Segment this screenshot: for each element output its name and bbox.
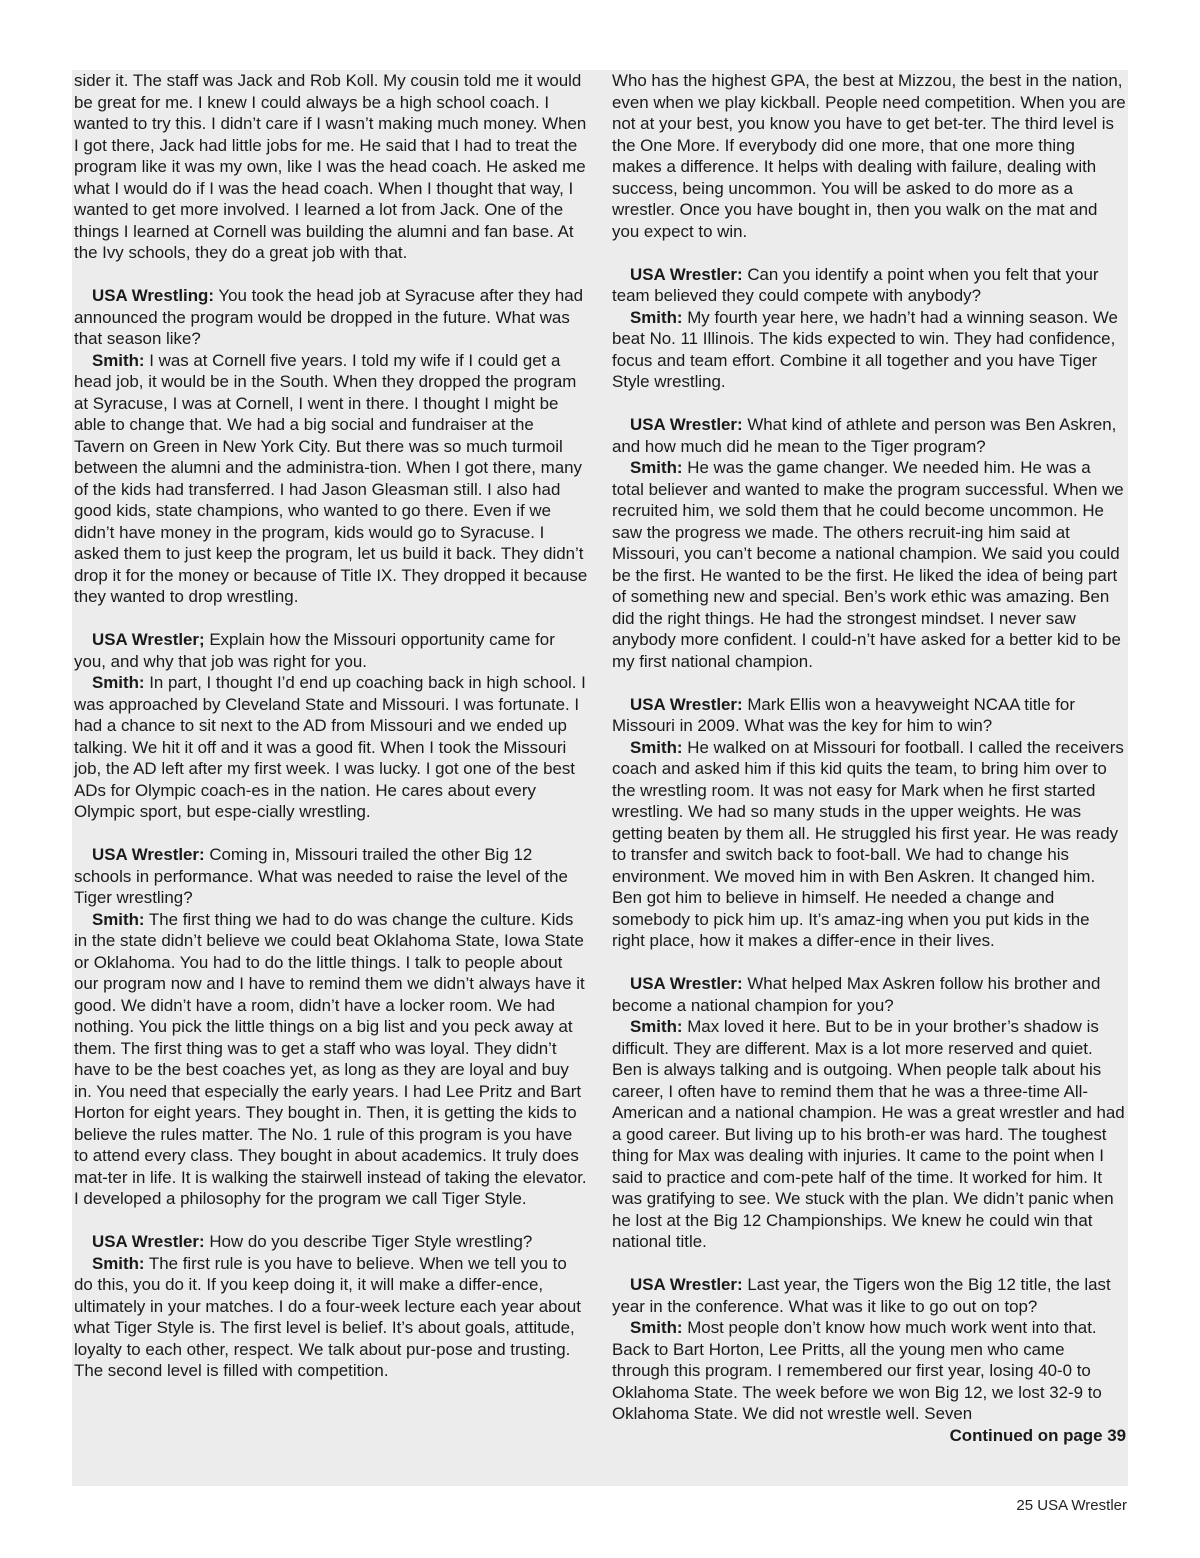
paragraph: sider it. The staff was Jack and Rob Koll. My cousin told me it would be great for me. I knew I could always be a high school coach. I wanted to try this. I didn’t care if I wasn’t making much money. When I got there, Jack had little jobs for me. He said that I had to treat the program like it was my own, like I was the head coach. He asked me what I would do if I was the head coach. When I thought that way, I wanted to get more involved. I learned a lot from Jack. One of the things I learned at Cornell was building the alumni and fan base. At the Ivy schools, they do a great job with that. xyxy=(74,71,587,262)
answer xyxy=(612,1016,1126,1253)
article-column-left xyxy=(74,70,588,1382)
paragraph-gap xyxy=(612,952,1126,974)
question-speaker: USA Wrestler; xyxy=(92,630,205,649)
answer-text: Most people don’t know how much work went into that. Back to Bart Horton, Lee Pritts, all the young men who came through this program. I remembered our first year, losing 40-0 to Oklahoma State. The week before we won Big 12, we lost 32-9 to Oklahoma State. We did not wrestle well. Seven xyxy=(612,1318,1102,1423)
question-speaker: USA Wrestling: xyxy=(92,286,214,305)
question-text: You took the head job at Syracuse after they had announced the program would be dropped in the future. What was that season like? xyxy=(74,286,584,348)
answer-text: My fourth year here, we hadn’t had a winning season. We beat No. 11 Illinois. The kids expected to win. They had confidence, focus and team effort. Combine it all together and you have Tiger Style wrestling. xyxy=(612,307,1118,391)
question-text: What kind of athlete and person was Ben Askren, and how much did he mean to the Tiger program? xyxy=(612,415,1117,456)
question xyxy=(612,1274,1126,1317)
answer xyxy=(612,457,1126,672)
answer-speaker: Smith: xyxy=(92,909,145,929)
paragraph-gap xyxy=(74,608,588,630)
answer xyxy=(74,1253,588,1382)
paragraph: Who has the highest GPA, the best at Mizzou, the best in the nation, even when we play kickball. People need competition. When you are not at your best, you know you have to get bet-ter. The third level is the One More. If everybody did one more, that one more thing makes a difference. It helps with dealing with failure, dealing with success, being uncommon. You will be asked to do more as a wrestler. Once you have bought in, then you walk on the mat and you expect to win. xyxy=(612,71,1126,241)
answer-speaker: Smith: xyxy=(630,458,683,477)
paragraph-gap xyxy=(612,242,1126,264)
answer-speaker: Smith: xyxy=(630,737,683,757)
paragraph-gap xyxy=(612,1253,1126,1275)
answer xyxy=(74,672,588,823)
answer xyxy=(612,737,1126,952)
question-text: Explain how the Missouri opportunity came for you, and why that job was right for you. xyxy=(74,630,555,671)
question-speaker: USA Wrestler: xyxy=(92,1232,205,1251)
answer-text: He was the game changer. We needed him. He was a total believer and wanted to make the program successful. When we recruited him, we sold them that he could become uncommon. He saw the progress we made. The others recruit-ing him said at Missouri, you can’t become a national champion. We said you could be the first. He wanted to be the first. He liked the idea of being part of something new and special. Ben’s work ethic was amazing. Ben did the right things. He had the strongest mindset. I never saw anybody more confident. I could-n’t have asked for a better kid to be my first national champion. xyxy=(612,458,1124,671)
article-column-right xyxy=(612,70,1126,1446)
answer xyxy=(74,909,588,1210)
question-text: Coming in, Missouri trailed the other Big 12 schools in performance. What was needed to raise the level of the Tiger wrestling? xyxy=(74,845,568,907)
question-text: Last year, the Tigers won the Big 12 title, the last year in the conference. What was it like to go out on top? xyxy=(612,1275,1111,1316)
paragraph-gap xyxy=(74,823,588,845)
question xyxy=(612,414,1126,457)
question-speaker: USA Wrestler: xyxy=(630,1275,743,1294)
question xyxy=(612,973,1126,1016)
question xyxy=(612,694,1126,737)
answer-text: The first thing we had to do was change the culture. Kids in the state didn’t believe we could beat Oklahoma State, Iowa State or Oklahoma. You had to do the little things. I talk to people about our program now and I have to remind them we didn’t always have it good. We didn’t have a room, didn’t have a locker room. We had nothing. You pick the little things on a big list and you peck away at them. The first thing was to get a staff who was loyal. They didn’t have to be the best coaches yet, as long as they are loyal and buy in. You need that especially the early years. I had Lee Pritz and Bart Horton for eight years. They bought in. Then, it is getting the kids to believe the rules matter. The No. 1 rule of this program is you have to attend every class. They bought in about academics. It truly does mat-ter in life. It is walking the stairwell instead of taking the elevator. I developed a philosophy for the program we call Tiger Style. xyxy=(74,909,587,1208)
question-text: Can you identify a point when you felt that your team believed they could compete with anybody? xyxy=(612,264,1099,305)
answer-speaker: Smith: xyxy=(92,673,145,692)
paragraph-gap xyxy=(612,393,1126,415)
question-speaker: USA Wrestler: xyxy=(630,264,743,284)
question-speaker: USA Wrestler: xyxy=(630,415,743,434)
question xyxy=(74,1231,588,1253)
answer-text: Max loved it here. But to be in your brother’s shadow is difficult. They are different. Max is a lot more reserved and quiet. Ben is always talking and is outgoing. When people talk about his career, I often have to remind them that he was a three-time All-American and a national champion. He was a great wrestler and had a good career. But living up to his broth-er was hard. The toughest thing for Max was dealing with injuries. It came to the point when I said to practice and com-pete half of the time. It worked for him. It was gratifying to see. We stuck with the plan. We didn’t panic when he lost at the Big 12 Championships. We knew he could win that national title. xyxy=(612,1017,1125,1251)
question xyxy=(74,629,588,672)
answer-speaker: Smith: xyxy=(92,1253,145,1273)
answer-text: In part, I thought I’d end up coaching back in high school. I was approached by Cleveland State and Missouri. I was fortunate. I had a chance to sit next to the AD from Missouri and we ended up talking. We hit it off and it was a good fit. When I took the Missouri job, the AD left after my first week. I was lucky. I got one of the best ADs for Olympic coach-es in the nation. He cares about every Olympic sport, but espe-cially wrestling. xyxy=(74,673,586,821)
answer-text: I was at Cornell five years. I told my wife if I could get a head job, it would be in the South. When they dropped the program at Syracuse, I was at Cornell, I went in there. I thought I might be able to change that. We had a big social and fundraiser at the Tavern on Green in New York City. But there was so much turmoil between the alumni and the administra-tion. When I got there, many of the kids had transferred. I had Jason Gleasman still. I also had good kids, state champions, who wanted to go there. Even if we didn’t have money in the program, kids would go to Syracuse. I asked them to just keep the program, let us build it back. They didn’t drop it for the money or because of Title IX. They dropped it because they wanted to drop wrestling. xyxy=(74,350,588,606)
page-folio: 25 USA Wrestler xyxy=(1016,1497,1127,1514)
answer xyxy=(612,307,1126,393)
continued-on-page-link[interactable]: Continued on page 39 xyxy=(949,1425,1126,1445)
answer-speaker: Smith: xyxy=(630,1318,683,1337)
question xyxy=(74,844,588,909)
paragraph-gap xyxy=(612,672,1126,694)
question-speaker: USA Wrestler: xyxy=(92,845,205,864)
answer xyxy=(612,1317,1126,1425)
question-text: What helped Max Askren follow his brother and become a national champion for you? xyxy=(612,974,1101,1015)
question xyxy=(74,285,588,350)
answer-text: He walked on at Missouri for football. I called the receivers coach and asked him if this kid quits the team, to bring him over to the wrestling room. It was not easy for Mark when he first started wrestling. We had so many studs in the upper weights. He was getting beaten by them all. He struggled his first year. He was ready to transfer and switch back to foot-ball. We had to change his environment. We moved him in with Ben Askren. It changed him. Ben got him to believe in himself. He needed a change and somebody to pick him up. It’s amaz-ing when you put kids in the right place, how it makes a differ-ence in their lives. xyxy=(612,737,1124,950)
question-speaker: USA Wrestler: xyxy=(630,974,743,993)
question-text: How do you describe Tiger Style wrestling? xyxy=(204,1232,533,1251)
question xyxy=(612,264,1126,307)
paragraph-gap xyxy=(74,1210,588,1232)
answer-speaker: Smith: xyxy=(92,350,145,370)
paragraph-gap xyxy=(74,264,588,286)
question-speaker: USA Wrestler: xyxy=(630,694,743,714)
question-text: Mark Ellis won a heavyweight NCAA title for Missouri in 2009. What was the key for him to win? xyxy=(612,694,1075,735)
answer-speaker: Smith: xyxy=(630,307,683,327)
answer-speaker: Smith: xyxy=(630,1017,683,1036)
answer-text: The first rule is you have to believe. When we tell you to do this, you do it. If you keep doing it, it will make a differ-ence, ultimately in your matches. I do a four-week lecture each year about what Tiger Style is. The first level is belief. It’s about goals, attitude, loyalty to each other, respect. We talk about pur-pose and trusting. The second level is filled with competition. xyxy=(74,1253,581,1380)
answer xyxy=(74,350,588,608)
